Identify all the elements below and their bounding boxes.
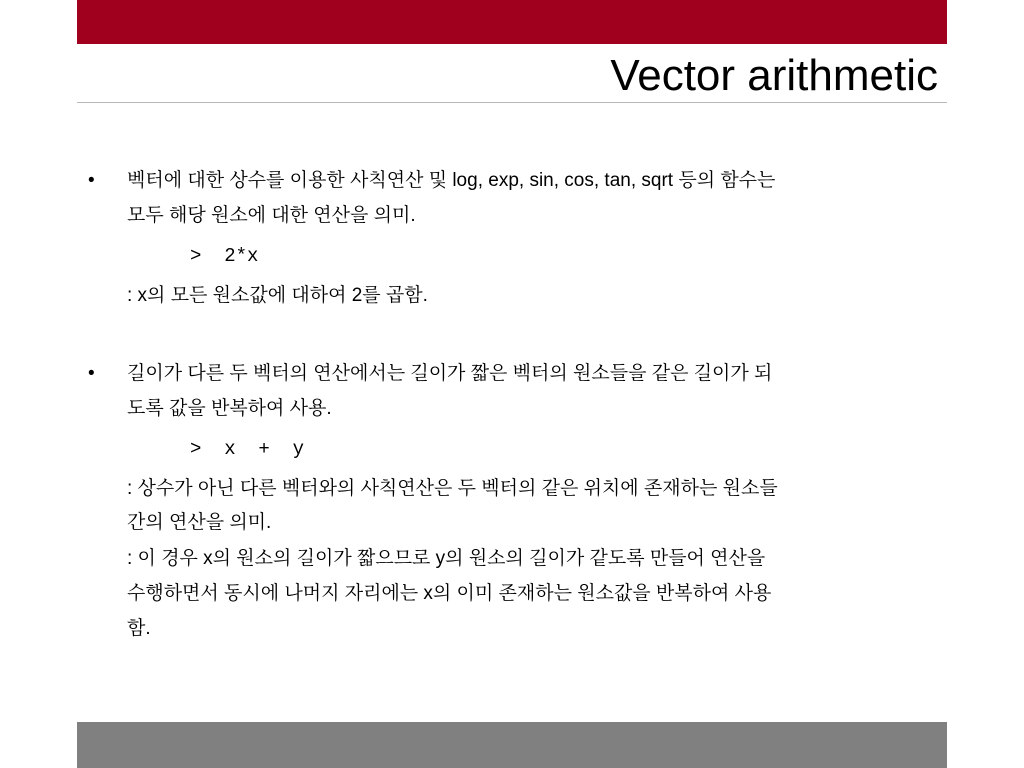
bullet-2-note-2-line-1: : 이 경우 x의 원소의 길이가 짧으므로 y의 원소의 길이가 같도록 만들어 연산을 [127,548,766,569]
bullet-1-note-1-line-1: : x의 모든 원소값에 대하여 2를 곱함. [127,285,428,306]
bullet-1-line-1: 벡터에 대한 상수를 이용한 사칙연산 및 log, exp, sin, cos, tan, sqrt 등의 함수는 [127,170,776,191]
bullet-marker: • [88,363,95,384]
code-example-2: > x + y [190,438,305,460]
footer-color-band [77,722,947,768]
bullet-2-note-2-line-3: 함. [127,618,151,639]
bullet-marker: • [88,170,95,191]
bullet-2-note-2-line-2: 수행하면서 동시에 나머지 자리에는 x의 이미 존재하는 원소값을 반복하여 사용 [127,583,772,604]
slide-title: Vector arithmetic [610,51,938,100]
bullet-1-line-2: 모두 해당 원소에 대한 연산을 의미. [127,205,416,226]
bullet-2-note-1-line-1: : 상수가 아닌 다른 벡터와의 사칙연산은 두 벡터의 같은 위치에 존재하는 원소들 [127,478,778,499]
code-example-1: > 2*x [190,245,259,267]
bullet-2-note-1-line-2: 간의 연산을 의미. [127,512,272,533]
bullet-2-line-2: 도록 값을 반복하여 사용. [127,398,332,419]
bullet-2-line-1: 길이가 다른 두 벡터의 연산에서는 길이가 짧은 벡터의 원소들을 같은 길이가 되 [127,363,773,384]
